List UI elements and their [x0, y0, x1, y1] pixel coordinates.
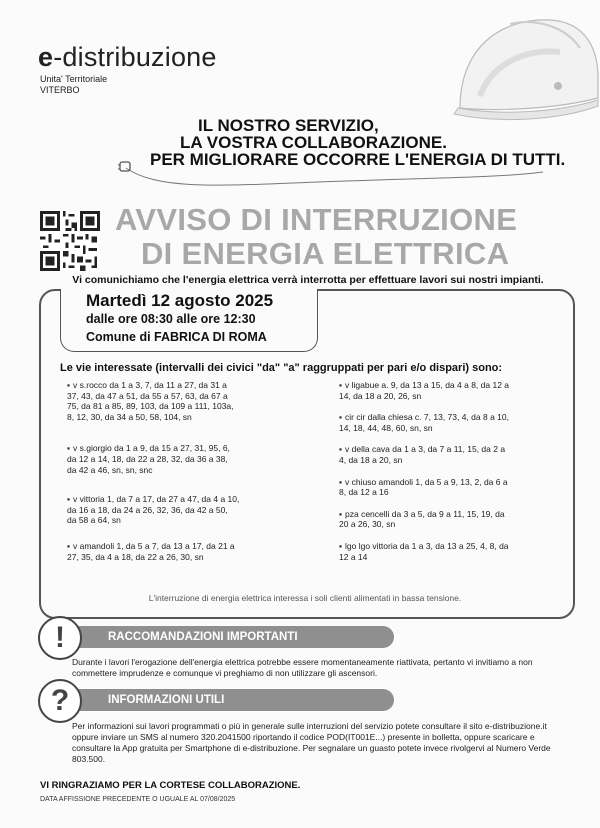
notice-title-line-2: DI ENERGIA ELETTRICA	[141, 236, 510, 271]
outage-comune: Comune di FABRICA DI ROMA	[86, 330, 267, 344]
logo-e: e	[38, 42, 54, 72]
exclamation-icon: !	[38, 616, 82, 660]
recommendations-text: Durante i lavori l'erogazione dell'energia elettrica potrebbe essere momentaneamente riattivata, pertanto vi invitiamo a non commettere imprudenze e comunque vi preghiamo di non utilizzare gli ascensori.	[72, 657, 533, 678]
outage-hours: dalle ore 08:30 alle ore 12:30	[86, 312, 256, 326]
street-item: ▪ v s.rocco da 1 a 3, 7, da 11 a 27, da 31 a 37, 43, da 47 a 51, da 55 a 57, 63, da 67 a 75, da 81 a 85, 89, 103, da 109 a 111, 103a, 8, 12, 30, da 34 a 50, 58, 104, sn	[67, 380, 277, 422]
street-item: ▪ lgo lgo vittoria da 1 a 3, da 13 a 25, 4, 8, da 12 a 14	[339, 541, 561, 562]
question-icon: ?	[38, 679, 82, 723]
streets-heading: Le vie interessate (intervalli dei civici "da" "a" raggruppati per pari e/o dispari) sono:	[60, 362, 503, 374]
street-item: ▪ v chiuso amandoli 1, da 5 a 9, 13, 2, da 6 a 8, da 12 a 16	[339, 477, 561, 498]
plug-cable-icon	[118, 160, 548, 194]
street-item: ▪ cir cir dalla chiesa c. 7, 13, 73, 4, da 8 a 10, 14, 18, 44, 48, 60, sn, sn	[339, 412, 561, 433]
e-distribuzione-logo	[38, 42, 217, 73]
slogan-line-3: PER MIGLIORARE OCCORRE L'ENERGIA DI TUTTI.	[150, 150, 566, 169]
info-title: INFORMAZIONI UTILI	[108, 694, 225, 706]
notice-title-line-1: AVVISO DI INTERRUZIONE	[115, 202, 518, 237]
info-text: Per informazioni sui lavori programmati o più in generale sulle interruzioni del servizio potete consultare il sito e-distribuzione.it oppure inviare un SMS al numero 320.2041500 riportando il codice POD(IT001E...) presente in bolletta, oppure scaricare e consultare la App gratuita per Smartphone di e-distribuzione. Per segnalare un guasto potete invece rivolgervi al Numero Verde 803.500.	[72, 721, 551, 764]
slogan-line-2: LA VOSTRA COLLABORAZIONE.	[180, 133, 447, 152]
slogan-line-1: IL NOSTRO SERVIZIO,	[198, 116, 379, 135]
territorial-unit	[40, 74, 107, 96]
notice-title	[115, 203, 517, 271]
street-item: ▪ v vittoria 1, da 7 a 17, da 27 a 47, da 4 a 10, da 16 a 18, da 24 a 26, 32, 36, da 42 a 50, da 58 a 64, sn	[67, 494, 277, 526]
recommendations-title: RACCOMANDAZIONI IMPORTANTI	[108, 631, 298, 643]
street-item: ▪ v della cava da 1 a 3, da 7 a 11, 15, da 2 a 4, da 18 a 20, sn	[339, 444, 561, 465]
thanks-text: VI RINGRAZIAMO PER LA CORTESE COLLABORAZIONE.	[40, 780, 301, 791]
unit-label: Unita' Territoriale	[40, 74, 108, 84]
streets-left-column	[67, 380, 277, 576]
street-item: ▪ v s.giorgio da 1 a 9, da 15 a 27, 31, 95, 6, da 12 a 14, 18, da 22 a 28, 32, da 36 a 38, da 42 a 46, sn, sn, snc	[67, 443, 277, 475]
outage-date: Martedì 12 agosto 2025	[86, 291, 274, 310]
street-item: ▪ v ligabue a. 9, da 13 a 15, da 4 a 8, da 12 a 14, da 18 a 20, 26, sn	[339, 380, 561, 401]
unit-city: VITERBO	[40, 85, 80, 95]
recommendations-bar	[68, 626, 394, 648]
communication-text: Vi comunichiamo che l'energia elettrica verrà interrotta per effettuare lavori sui nostri impianti.	[72, 274, 544, 286]
street-item: ▪ pza cencelli da 3 a 5, da 9 a 11, 15, 19, da 20 a 26, 30, sn	[339, 509, 561, 530]
info-bar	[68, 689, 394, 711]
streets-right-column	[339, 380, 561, 576]
affixion-date: DATA AFFISSIONE PRECEDENTE O UGUALE AL 07/08/2025	[40, 796, 236, 803]
logo-text: -distribuzione	[53, 42, 217, 72]
qr-code-icon	[40, 211, 100, 271]
street-item: ▪ v amandoli 1, da 5 a 7, da 13 a 17, da 21 a 27, 35, da 4 a 18, da 22 a 26, 30, sn	[67, 541, 277, 562]
helmet-icon	[440, 8, 600, 126]
low-voltage-note: L'interruzione di energia elettrica interessa i soli clienti alimentati in bassa tensione.	[148, 593, 462, 603]
